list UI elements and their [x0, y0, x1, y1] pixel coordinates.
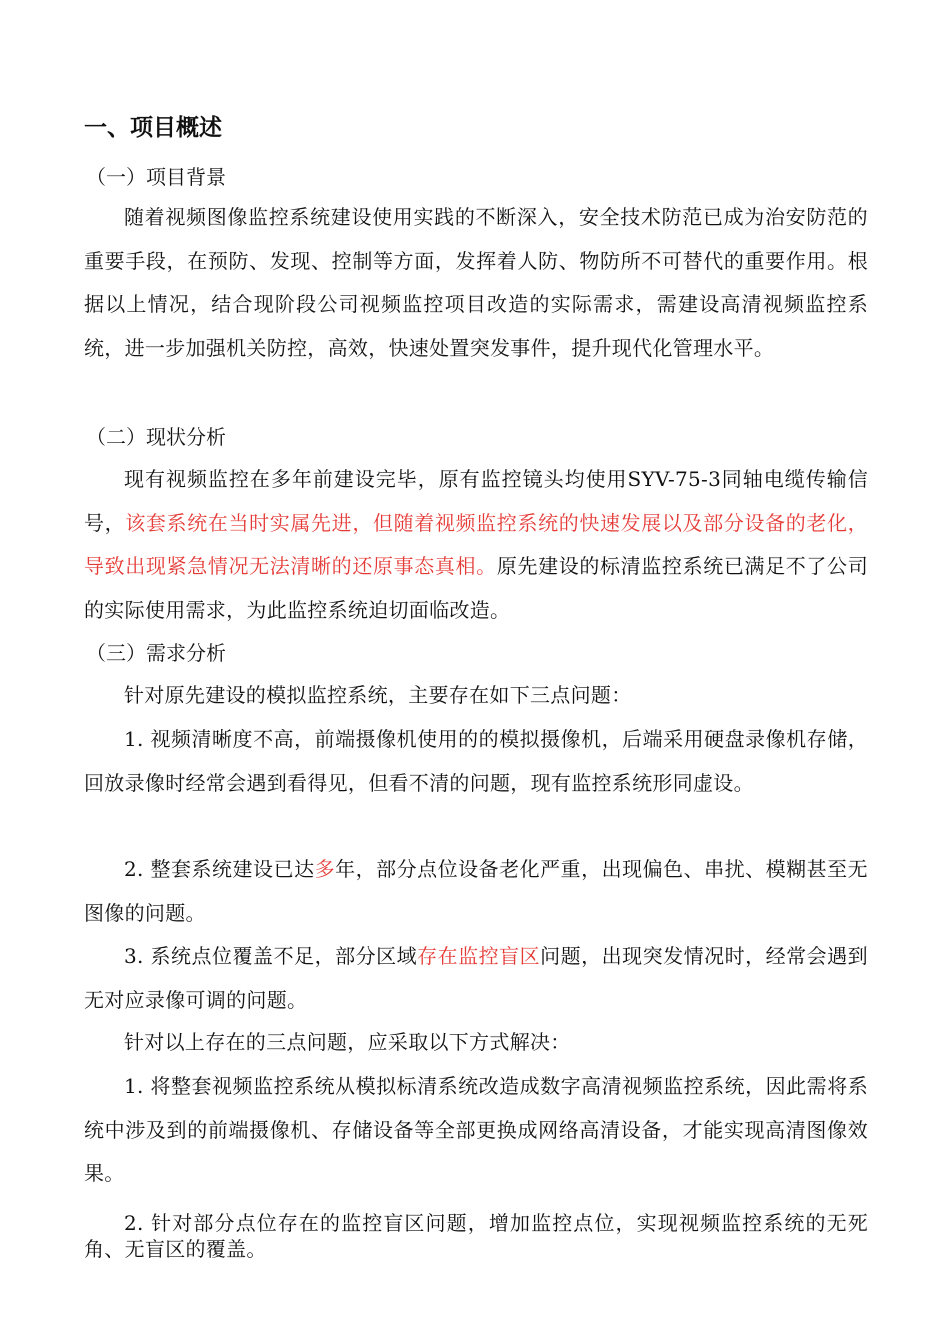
- subheading-status: （二）现状分析: [86, 425, 226, 449]
- paragraph-background: 随着视频图像监控系统建设使用实践的不断深入，安全技术防范已成为治安防范的重要手段，在预防、发现、控制等方面，发挥着人防、物防所不可替代的重要作用。根据以上情况，结合现阶段公司视频监控项目改造的实际需求，需建设高清视频监控系统，进一步加强机关防控，高效，快速处置突发事件，提升现代化管理水平。: [84, 205, 868, 360]
- problem-item-3: [84, 935, 868, 1022]
- paragraph-solution-intro: 针对以上存在的三点问题，应采取以下方式解决：: [124, 1030, 571, 1054]
- problem3-text-highlight: 存在监控盲区: [417, 944, 541, 968]
- solution-item-1: 1. 将整套视频监控系统从模拟标清系统改造成数字高清视频监控系统，因此需将系统中涉及到的前端摄像机、存储设备等全部更换成网络高清设备，才能实现高清图像效果。: [84, 1074, 868, 1185]
- section-title: 一、项目概述: [84, 115, 222, 141]
- solution-item-2: 2. 针对部分点位存在的监控盲区问题，增加监控点位，实现视频监控系统的无死角、无盲区的覆盖。: [84, 1211, 868, 1261]
- problem2-text-highlight: 多: [314, 857, 336, 881]
- subheading-needs: （三）需求分析: [86, 641, 226, 665]
- status-text-highlight: 该套系统在当时实属先进，但随着视频监控系统的快速发展以及部分设备的老化，导致出现紧急情况无法清晰的还原事态真相。: [84, 510, 868, 578]
- paragraph-needs-intro: 针对原先建设的模拟监控系统，主要存在如下三点问题：: [124, 683, 632, 707]
- problem2-text-after: 年，部分点位设备老化严重，出现偏色、串扰、模糊甚至无图像的问题。: [84, 857, 868, 925]
- problem3-text-before: 3. 系统点位覆盖不足，部分区域: [124, 944, 418, 968]
- paragraph-status: [84, 458, 868, 632]
- subheading-background: （一）项目背景: [86, 165, 226, 189]
- problem-item-2: [84, 848, 868, 935]
- problem3-text-after: 问题，出现突发情况时，经常会遇到无对应录像可调的问题。: [84, 944, 868, 1012]
- problem-item-1: 1. 视频清晰度不高，前端摄像机使用的的模拟摄像机，后端采用硬盘录像机存储，回放录像时经常会遇到看得见，但看不清的问题，现有监控系统形同虚设。: [84, 727, 868, 795]
- status-text-after: 原先建设的标清监控系统已满足不了公司的实际使用需求，为此监控系统迫切面临改造。: [84, 554, 868, 622]
- status-text-before: 现有视频监控在多年前建设完毕，原有监控镜头均使用SYV-75-3同轴电缆传输信号，: [84, 467, 868, 535]
- problem2-text-before: 2. 整套系统建设已达: [124, 857, 315, 881]
